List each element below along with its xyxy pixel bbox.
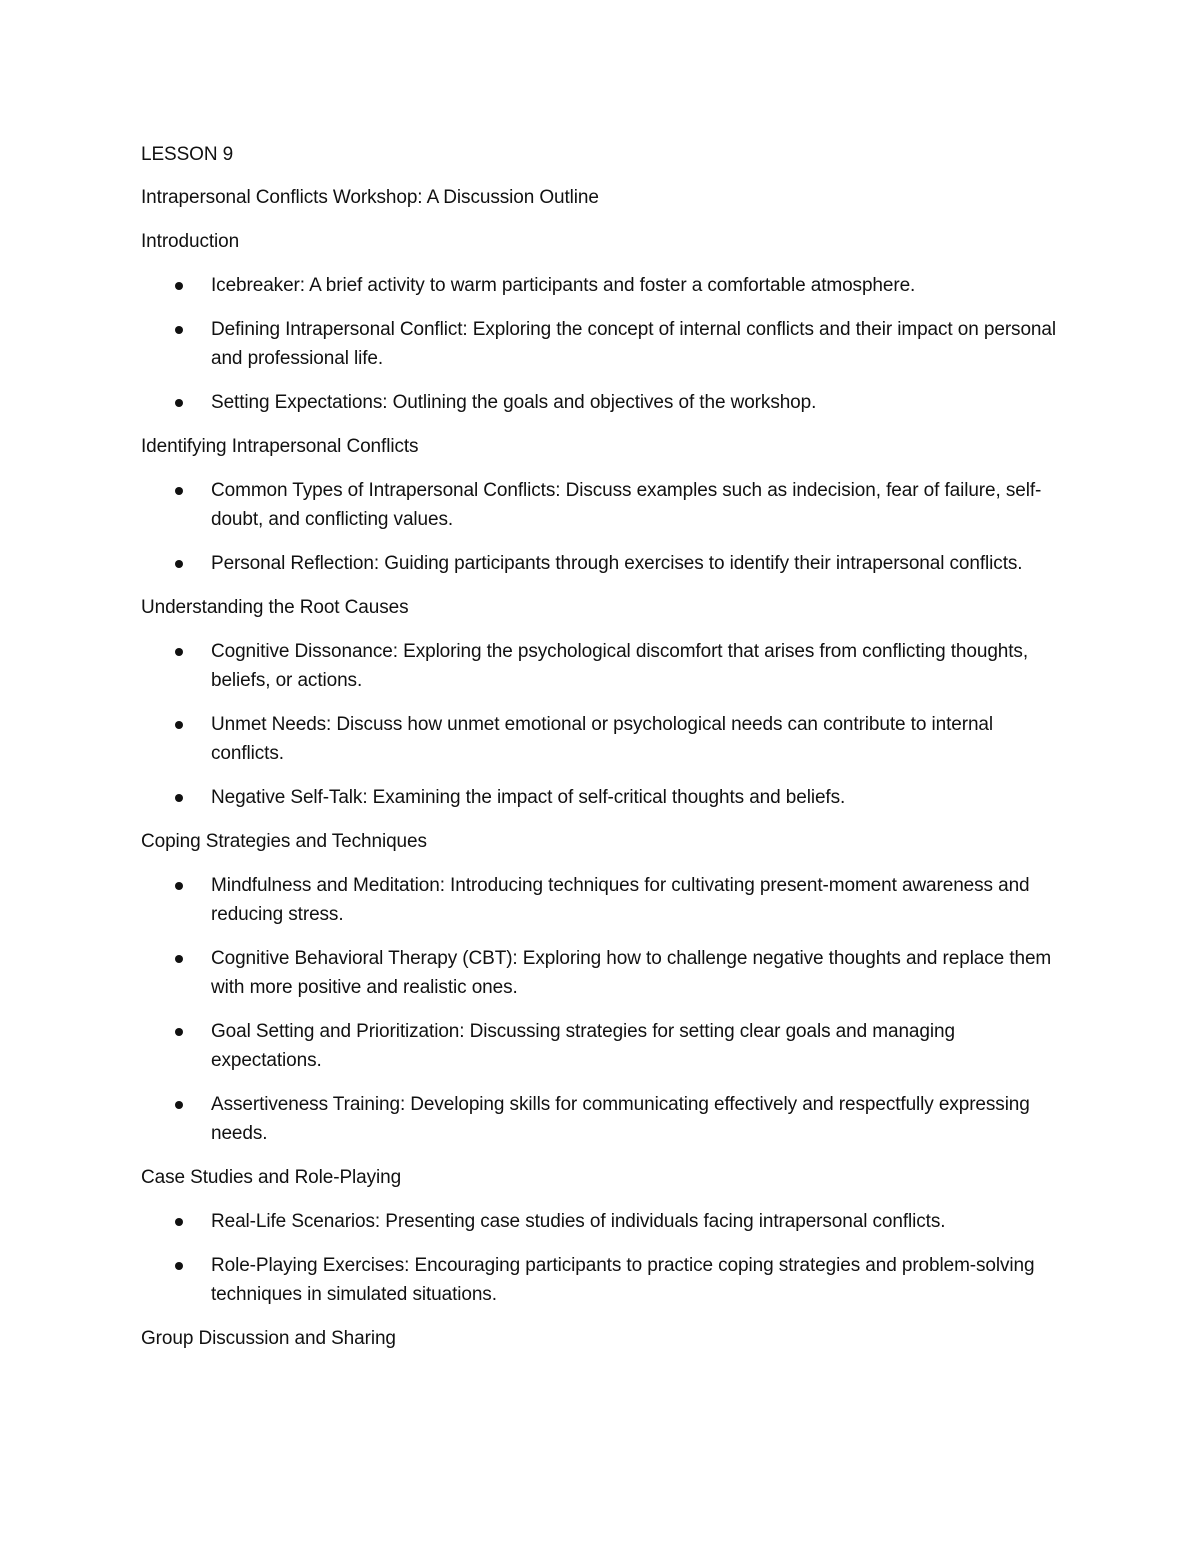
list-item-text: Cognitive Dissonance: Exploring the psychological discomfort that arises from conflicting thoughts, beliefs, or actions. bbox=[211, 641, 1029, 691]
bullet-list-introduction bbox=[141, 271, 1061, 417]
list-item-text: Role-Playing Exercises: Encouraging participants to practice coping strategies and problem-solving techniques in simulated situations. bbox=[211, 1255, 1035, 1305]
bullet-list-identifying bbox=[141, 476, 1061, 578]
bullet-icon bbox=[175, 794, 183, 802]
list-item-text: Setting Expectations: Outlining the goals and objectives of the workshop. bbox=[211, 392, 817, 413]
list-item-text: Negative Self-Talk: Examining the impact of self-critical thoughts and beliefs. bbox=[211, 787, 846, 808]
list-item bbox=[141, 783, 1061, 812]
bullet-icon bbox=[175, 282, 183, 290]
section-heading-identifying: Identifying Intrapersonal Conflicts bbox=[141, 436, 419, 457]
list-item bbox=[141, 271, 1061, 300]
list-item bbox=[141, 1017, 1061, 1075]
list-item-text: Icebreaker: A brief activity to warm participants and foster a comfortable atmosphere. bbox=[211, 275, 916, 296]
lesson-label: LESSON 9 bbox=[141, 144, 234, 165]
list-item-text: Cognitive Behavioral Therapy (CBT): Exploring how to challenge negative thoughts and replace them with more positive and realistic ones. bbox=[211, 948, 1052, 998]
bullet-icon bbox=[175, 882, 183, 890]
bullet-icon bbox=[175, 955, 183, 963]
bullet-list-case-studies bbox=[141, 1207, 1061, 1309]
list-item bbox=[141, 710, 1061, 768]
bullet-icon bbox=[175, 1028, 183, 1036]
list-item-text: Real-Life Scenarios: Presenting case studies of individuals facing intrapersonal conflicts. bbox=[211, 1211, 946, 1232]
list-item bbox=[141, 871, 1061, 929]
bullet-icon bbox=[175, 487, 183, 495]
list-item-text: Mindfulness and Meditation: Introducing techniques for cultivating present-moment awareness and reducing stress. bbox=[211, 875, 1030, 925]
list-item-text: Defining Intrapersonal Conflict: Exploring the concept of internal conflicts and their impact on personal and professional life. bbox=[211, 319, 1056, 369]
list-item-text: Common Types of Intrapersonal Conflicts: Discuss examples such as indecision, fear of failure, self-doubt, and conflicting values. bbox=[211, 480, 1042, 530]
list-item bbox=[141, 388, 1061, 417]
list-item-text: Unmet Needs: Discuss how unmet emotional or psychological needs can contribute to internal conflicts. bbox=[211, 714, 994, 764]
bullet-icon bbox=[175, 399, 183, 407]
bullet-icon bbox=[175, 721, 183, 729]
list-item-text: Assertiveness Training: Developing skills for communicating effectively and respectfully expressing needs. bbox=[211, 1094, 1030, 1144]
list-item-text: Personal Reflection: Guiding participants through exercises to identify their intrapersonal conflicts. bbox=[211, 553, 1023, 574]
list-item bbox=[141, 1090, 1061, 1148]
section-heading-group-discussion: Group Discussion and Sharing bbox=[141, 1328, 396, 1349]
bullet-icon bbox=[175, 1218, 183, 1226]
document-body bbox=[141, 140, 1061, 1368]
list-item bbox=[141, 315, 1061, 373]
bullet-icon bbox=[175, 1262, 183, 1270]
bullet-list-coping bbox=[141, 871, 1061, 1148]
bullet-list-root-causes bbox=[141, 637, 1061, 812]
document-title: Intrapersonal Conflicts Workshop: A Discussion Outline bbox=[141, 187, 599, 208]
section-heading-root-causes: Understanding the Root Causes bbox=[141, 597, 409, 618]
section-heading-case-studies: Case Studies and Role-Playing bbox=[141, 1167, 402, 1188]
list-item bbox=[141, 944, 1061, 1002]
list-item bbox=[141, 476, 1061, 534]
section-heading-introduction: Introduction bbox=[141, 231, 240, 252]
list-item bbox=[141, 549, 1061, 578]
list-item-text: Goal Setting and Prioritization: Discussing strategies for setting clear goals and managing expectations. bbox=[211, 1021, 955, 1071]
bullet-icon bbox=[175, 1101, 183, 1109]
bullet-icon bbox=[175, 560, 183, 568]
section-heading-coping: Coping Strategies and Techniques bbox=[141, 831, 427, 852]
list-item bbox=[141, 637, 1061, 695]
bullet-icon bbox=[175, 648, 183, 656]
bullet-icon bbox=[175, 326, 183, 334]
list-item bbox=[141, 1251, 1061, 1309]
list-item bbox=[141, 1207, 1061, 1236]
